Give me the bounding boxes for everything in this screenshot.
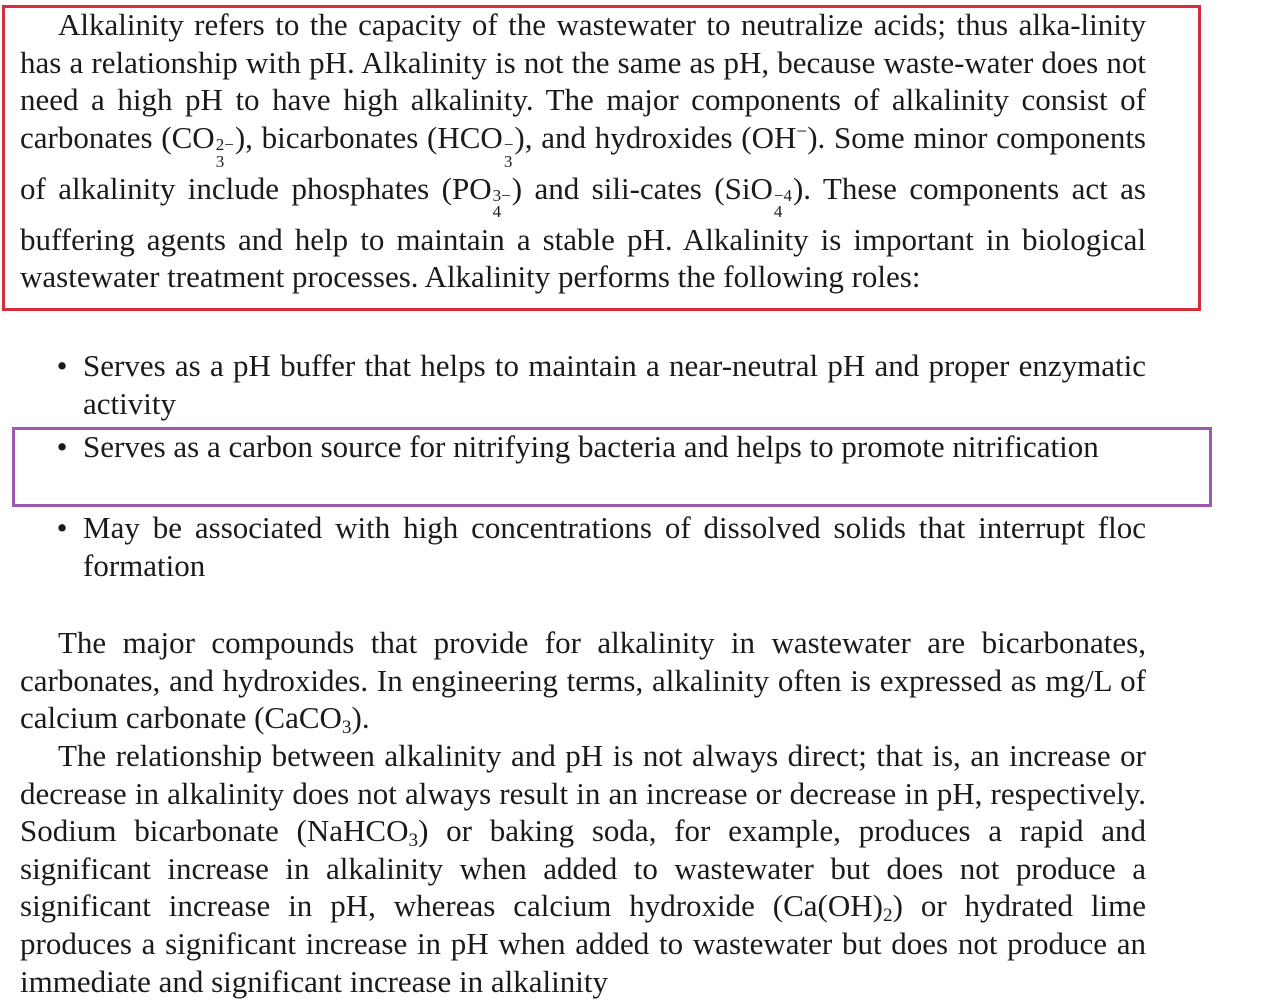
para3-text-c: ) or hydrated lime produces a significant increase in pH when added to wastewater but does not produce an immediate and significant increase in alkalinity (20, 888, 1146, 999)
phosphate-charge: 3− (492, 186, 511, 206)
silicate-subscript: 4 (773, 202, 783, 222)
carbonate-superscript-subscript (216, 137, 234, 169)
para3-text-a: The relationship between alkalinity and pH is not always direct; that is, an increase or decrease in alkalinity does not always result in an increase or decrease in pH, respectively. Sodium bicarbonate (NaHCO (20, 738, 1146, 849)
para1-text-c: ), and hydroxides (OH (514, 119, 797, 155)
nahco3-subscript: 3 (408, 829, 419, 851)
para1-text-a: Alkalinity refers to the capacity of the wastewater to neutralize acids; thus alka-linity has a relationship with pH. Alkalinity is not the same as pH, because waste-water does not need a high pH to have high alkalinity. The major components of alkalinity consist of carbonates (CO (20, 7, 1146, 155)
bullet-icon: • (56, 510, 68, 545)
phosphate-superscript-subscript (493, 188, 511, 220)
list-item-text: May be associated with high concentrations of dissolved solids that interrupt floc formation (83, 510, 1146, 583)
list-item-text: Serves as a pH buffer that helps to maintain a near-neutral pH and proper enzymatic activity (83, 348, 1146, 421)
para2-text-b: ). (351, 700, 370, 736)
alkalinity-compounds-paragraph (20, 624, 1146, 737)
silicate-superscript-subscript (774, 188, 792, 220)
bicarbonate-charge: − (503, 135, 514, 155)
para2-text-a: The major compounds that provide for alkalinity in wastewater are bicarbonates, carbonates, and hydroxides. In engineering terms, alkalinity often is expressed as mg/L of calcium carbonate (CaCO (20, 625, 1146, 736)
bicarbonate-subscript: 3 (503, 151, 513, 171)
carbonate-charge: 2− (215, 135, 234, 155)
list-item (50, 347, 1146, 422)
para1-text-d: ). Some minor components of alkalinity include phosphates (PO (20, 119, 1146, 206)
bullet-icon: • (56, 429, 68, 464)
carbonate-subscript: 3 (215, 151, 225, 171)
para3-text-b: ) or baking soda, for example, produces a rapid and significant increase in alkalinity when added to wastewater but does not produce a significant increase in pH, whereas calcium hydroxide (Ca(OH) (20, 813, 1146, 924)
para1-text-e: ) and sili-cates (SiO (511, 170, 773, 206)
caco3-subscript: 3 (341, 716, 352, 738)
bullet-icon: • (56, 348, 68, 383)
para1-text-f: ). These components act as buffering agents and help to maintain a stable pH. Alkalinity is important in biological wastewater treatment processes. Alkalinity performs the following roles: (20, 170, 1146, 295)
list-item (50, 509, 1146, 584)
silicate-charge: −4 (773, 186, 792, 206)
para1-text-b: ), bicarbonates (HCO (234, 119, 503, 155)
alkalinity-ph-relationship-paragraph (20, 737, 1146, 1000)
bicarbonate-superscript-subscript (504, 137, 514, 169)
alkalinity-definition-paragraph (20, 6, 1146, 296)
list-item (50, 428, 1146, 466)
caoh2-subscript: 2 (882, 905, 893, 927)
hydroxide-charge: − (796, 121, 808, 143)
phosphate-subscript: 4 (492, 202, 502, 222)
list-item-text: Serves as a carbon source for nitrifying bacteria and helps to promote nitrification (83, 429, 1099, 464)
